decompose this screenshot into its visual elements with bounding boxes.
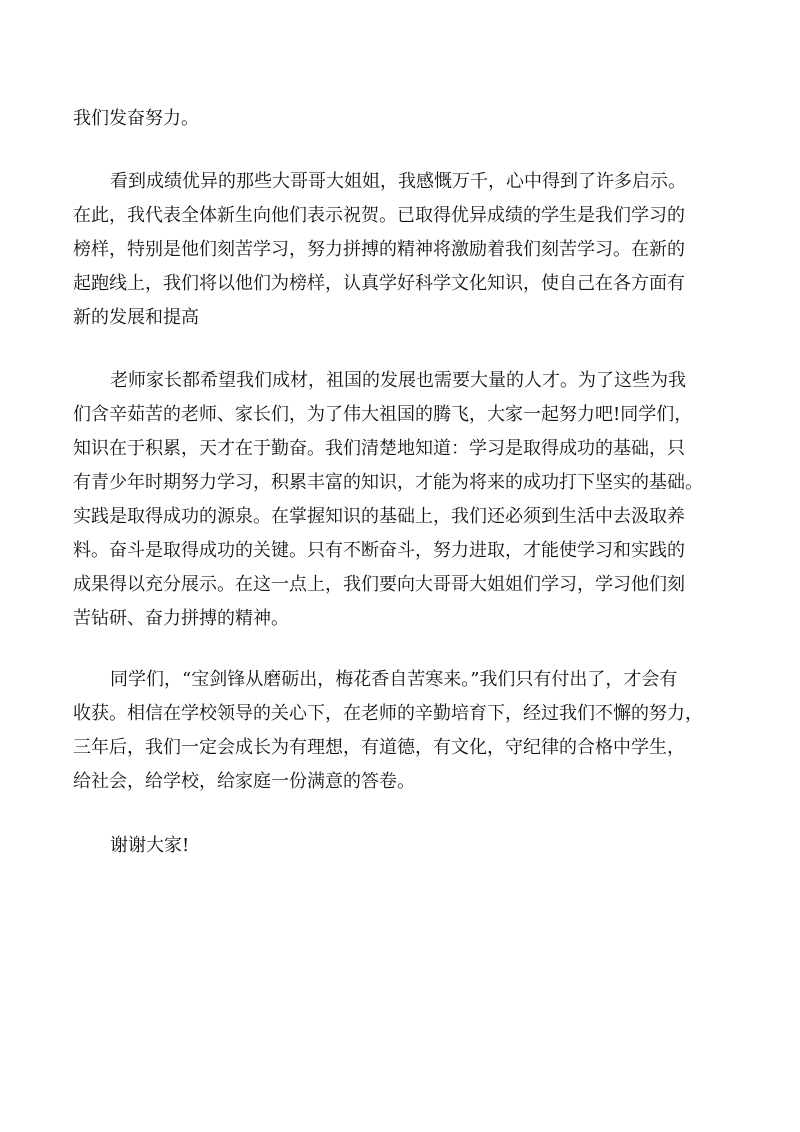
- paragraph-2-line-4: 有青少年时期努力学习，积累丰富的知识，才能为将来的成功打下坚实的基础。: [73, 472, 703, 493]
- paragraph-2-line-5: 实践是取得成功的源泉。在掌握知识的基础上，我们还必须到生活中去汲取养: [73, 506, 685, 527]
- paragraph-1-line-5: 新的发展和提高: [73, 307, 199, 328]
- paragraph-2-line-6: 料。奋斗是取得成功的关键。只有不断奋斗，努力进取，才能使学习和实践的: [73, 540, 685, 561]
- closing-line: 谢谢大家!: [110, 835, 190, 856]
- paragraph-3-line-2: 收获。相信在学校领导的关心下，在老师的辛勤培育下，经过我们不懈的努力，: [73, 703, 703, 724]
- paragraph-3-line-1: 同学们，“宝剑锋从磨砺出，梅花香自苦寒来。”我们只有付出了，才会有: [110, 669, 678, 690]
- paragraph-2-line-8: 苦钻研、奋力拼搏的精神。: [73, 608, 289, 629]
- paragraph-1-line-1: 看到成绩优异的那些大哥哥大姐姐，我感慨万千，心中得到了许多启示。: [110, 171, 686, 192]
- paragraph-2-line-2: 们含辛茹苦的老师、家长们，为了伟大祖国的腾飞，大家一起努力吧!同学们，: [73, 404, 693, 425]
- paragraph-1-line-2: 在此，我代表全体新生向他们表示祝贺。已取得优异成绩的学生是我们学习的: [73, 205, 685, 226]
- paragraph-1-line-4: 起跑线上，我们将以他们为榜样，认真学好科学文化知识，使自己在各方面有: [73, 273, 685, 294]
- paragraph-2-line-7: 成果得以充分展示。在这一点上，我们要向大哥哥大姐姐们学习，学习他们刻: [73, 574, 685, 595]
- paragraph-2-line-1: 老师家长都希望我们成材，祖国的发展也需要大量的人才。为了这些为我: [110, 370, 686, 391]
- paragraph-3-line-4: 给社会，给学校，给家庭一份满意的答卷。: [73, 771, 415, 792]
- paragraph-1-line-3: 榜样，特别是他们刻苦学习，努力拼搏的精神将激励着我们刻苦学习。在新的: [73, 239, 685, 260]
- paragraph-3-line-3: 三年后，我们一定会成长为有理想，有道德，有文化，守纪律的合格中学生，: [73, 737, 685, 758]
- paragraph-continuation-line-1: 我们发奋努力。: [73, 108, 199, 129]
- paragraph-2-line-3: 知识在于积累，天才在于勤奋。我们清楚地知道：学习是取得成功的基础，只: [73, 438, 685, 459]
